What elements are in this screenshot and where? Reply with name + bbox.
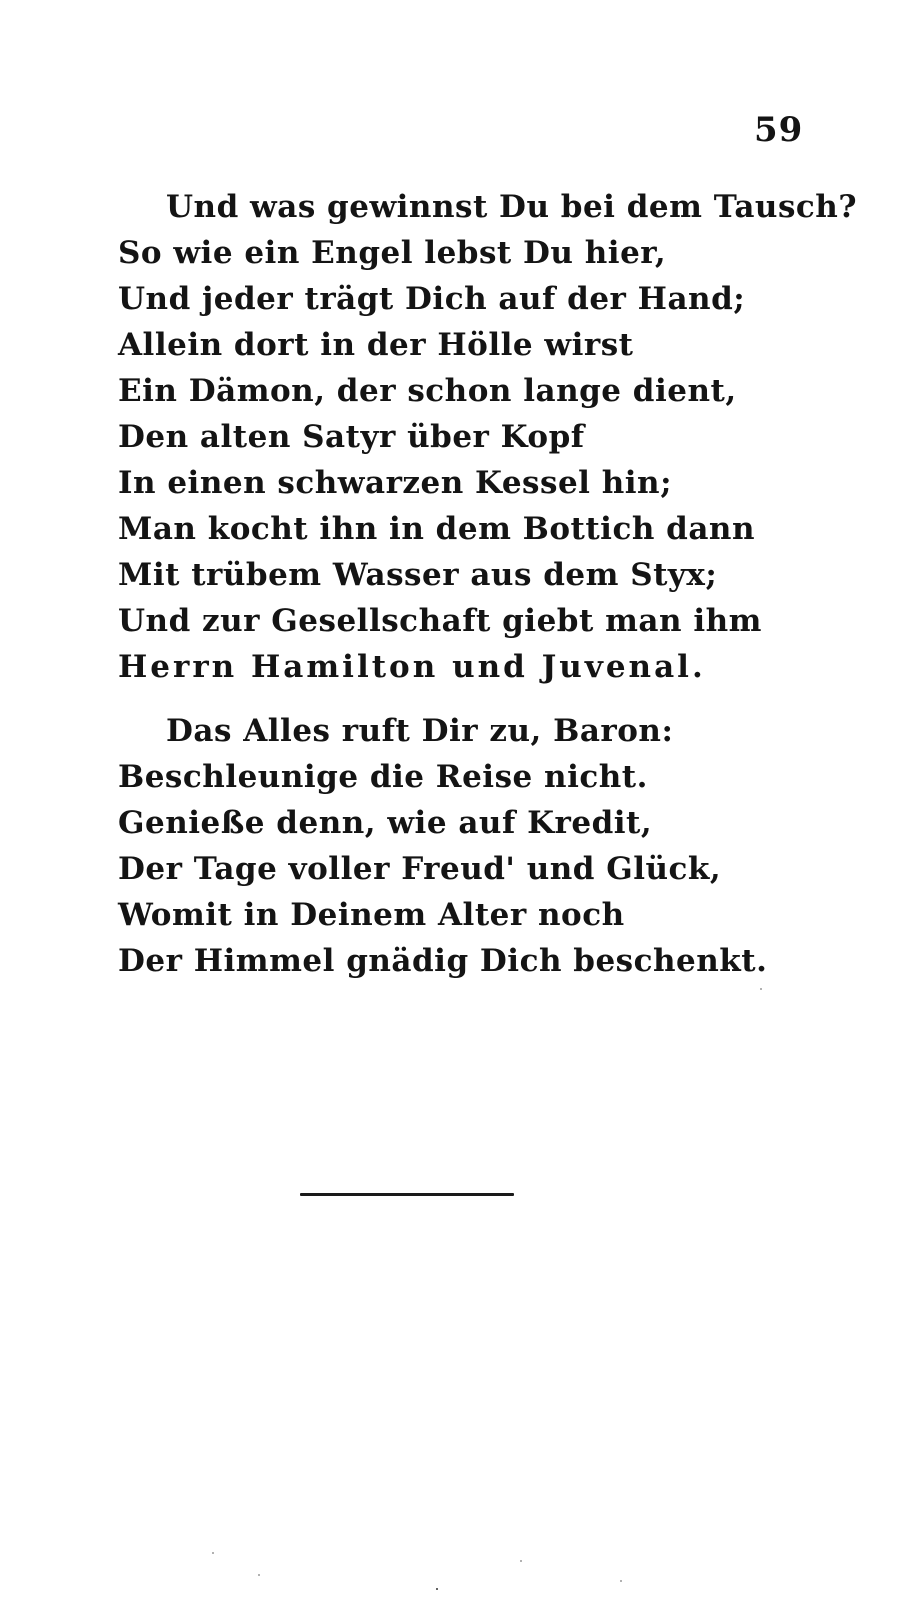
poem-line: In einen schwarzen Kessel hin; bbox=[118, 465, 673, 501]
scan-speck bbox=[258, 1574, 260, 1576]
scan-speck bbox=[436, 1588, 438, 1590]
stanza-2 bbox=[118, 708, 768, 984]
poem-line: Und was gewinnst Du bei dem Tausch? bbox=[166, 189, 857, 225]
page-number: 59 bbox=[754, 110, 804, 150]
poem-line: Beschleunige die Reise nicht. bbox=[118, 759, 648, 795]
poem-line: Herrn Hamilton und Juvenal. bbox=[118, 649, 706, 685]
poem-line: So wie ein Engel lebst Du hier, bbox=[118, 235, 667, 271]
poem-line: Mit trübem Wasser aus dem Styx; bbox=[118, 557, 718, 593]
poem-line: Und jeder trägt Dich auf der Hand; bbox=[118, 281, 746, 317]
poem-line: Ein Dämon, der schon lange dient, bbox=[118, 373, 737, 409]
stanza-1 bbox=[118, 184, 857, 690]
poem-line: Allein dort in der Hölle wirst bbox=[118, 327, 634, 363]
scan-speck bbox=[760, 988, 762, 990]
poem-line: Das Alles ruft Dir zu, Baron: bbox=[166, 713, 674, 749]
poem-line: Der Himmel gnädig Dich beschenkt. bbox=[118, 943, 768, 979]
poem-line: Und zur Gesellschaft giebt man ihm bbox=[118, 603, 762, 639]
poem-line: Den alten Satyr über Kopf bbox=[118, 419, 585, 455]
poem-line: Womit in Deinem Alter noch bbox=[118, 897, 625, 933]
scan-speck bbox=[212, 1552, 214, 1554]
section-divider-rule bbox=[300, 1193, 514, 1196]
poem-line: Genieße denn, wie auf Kredit, bbox=[118, 805, 653, 841]
scan-speck bbox=[520, 1560, 522, 1562]
poem-line: Der Tage voller Freud' und Glück, bbox=[118, 851, 722, 887]
scan-speck bbox=[620, 1580, 622, 1582]
poem-line: Man kocht ihn in dem Bottich dann bbox=[118, 511, 755, 547]
